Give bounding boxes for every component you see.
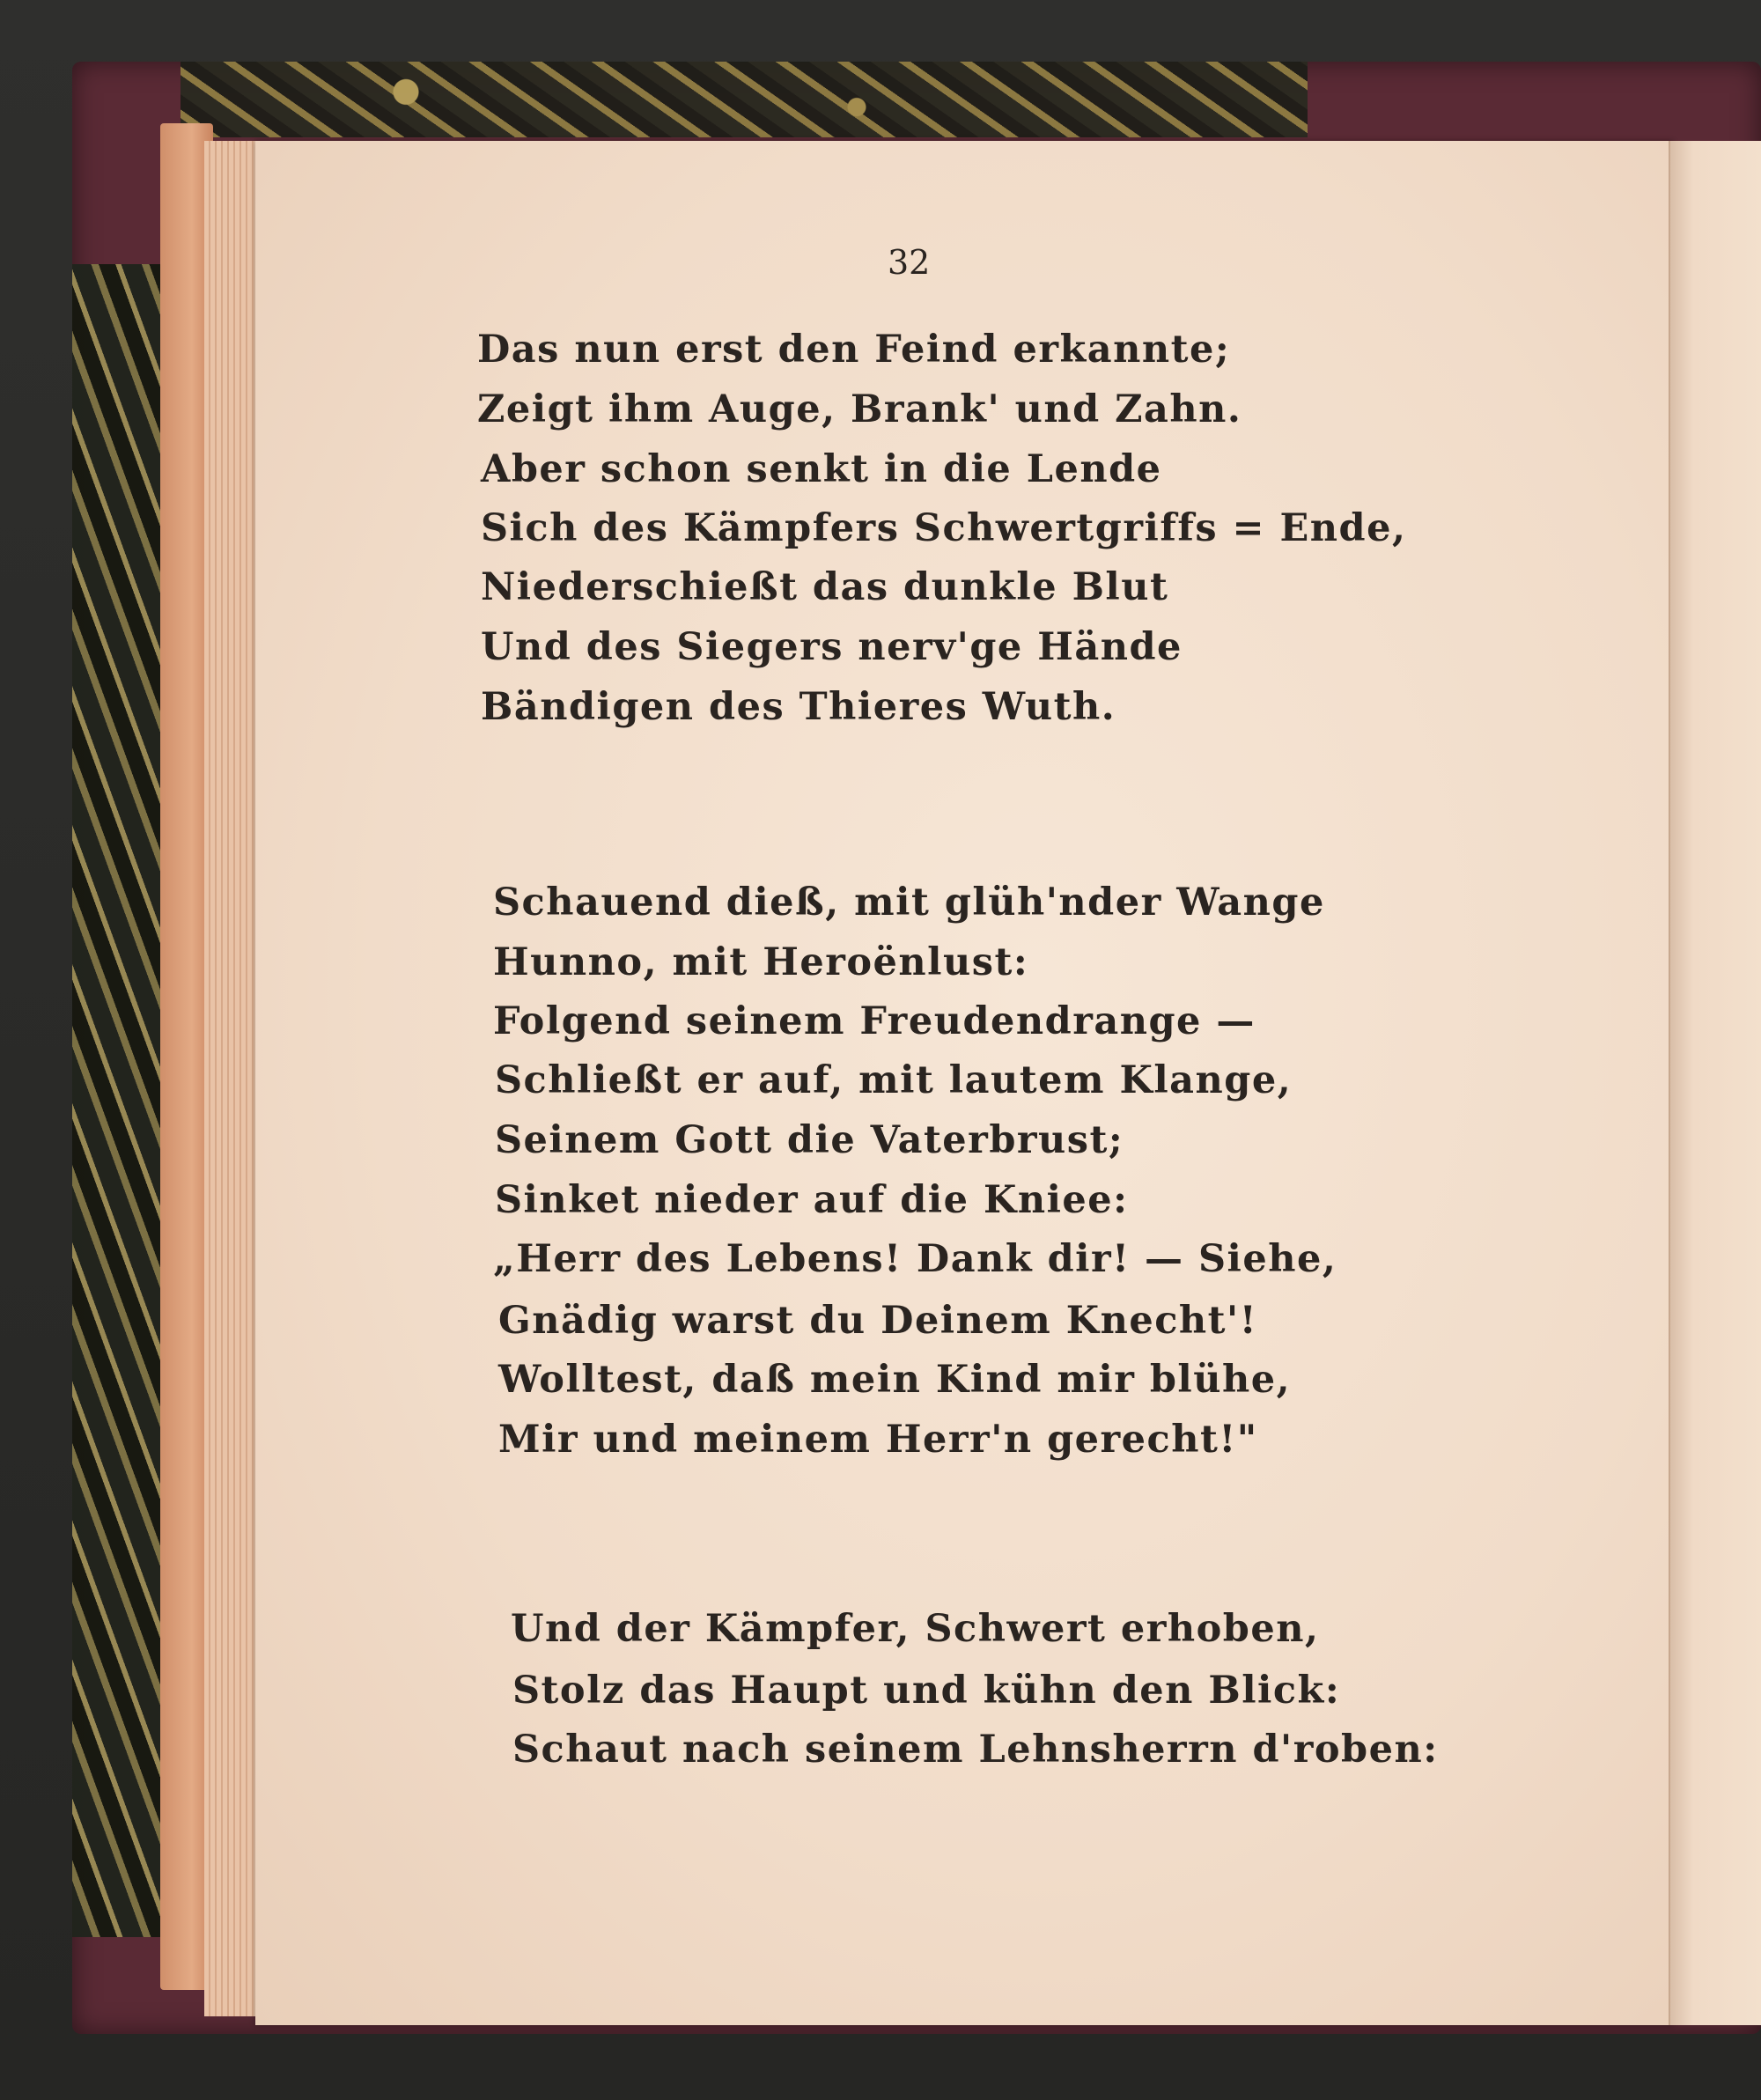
poem-line: Und des Siegers nerv'ge Hände <box>481 625 1183 669</box>
poem-line: Mir und meinem Herr'n gerecht!" <box>498 1418 1258 1462</box>
marbled-board-left <box>72 264 160 1937</box>
poem-line: „Herr des Lebens! Dank dir! — Siehe, <box>493 1237 1337 1281</box>
poem-line: Niederschießt das dunkle Blut <box>481 565 1169 609</box>
poem-line: Gnädig warst du Deinem Knecht'! <box>498 1299 1258 1343</box>
poem-line: Schließt er auf, mit lautem Klange, <box>495 1058 1293 1102</box>
poem-line: Zeigt ihm Auge, Brank' und Zahn. <box>477 387 1242 431</box>
poem-line: Aber schon senkt in die Lende <box>481 447 1162 491</box>
poem-line: Und der Kämpfer, Schwert erhoben, <box>511 1607 1320 1651</box>
marbled-board-top <box>181 62 1308 137</box>
poem-line: Schauend dieß, mit glüh'nder Wange <box>493 881 1325 925</box>
poem-line: Hunno, mit Heroënlust: <box>493 940 1029 984</box>
poem-line: Wolltest, daß mein Kind mir blühe, <box>498 1358 1292 1402</box>
poem-line: Bändigen des Thieres Wuth. <box>481 685 1116 729</box>
facing-page <box>1669 141 1761 2025</box>
poem-line: Stolz das Haupt und kühn den Blick: <box>512 1669 1341 1713</box>
poem-line: Schaut nach seinem Lehnsherrn d'roben: <box>512 1728 1439 1772</box>
page-number: 32 <box>888 243 931 282</box>
poem-line: Sich des Kämpfers Schwertgriffs = Ende, <box>481 506 1407 550</box>
poem-line: Folgend seinem Freudendrange — <box>493 999 1256 1043</box>
poem-line: Das nun erst den Feind erkannte; <box>477 328 1231 372</box>
poem-line: Seinem Gott die Vaterbrust; <box>495 1118 1124 1162</box>
poem-line: Sinket nieder auf die Kniee: <box>495 1178 1129 1222</box>
